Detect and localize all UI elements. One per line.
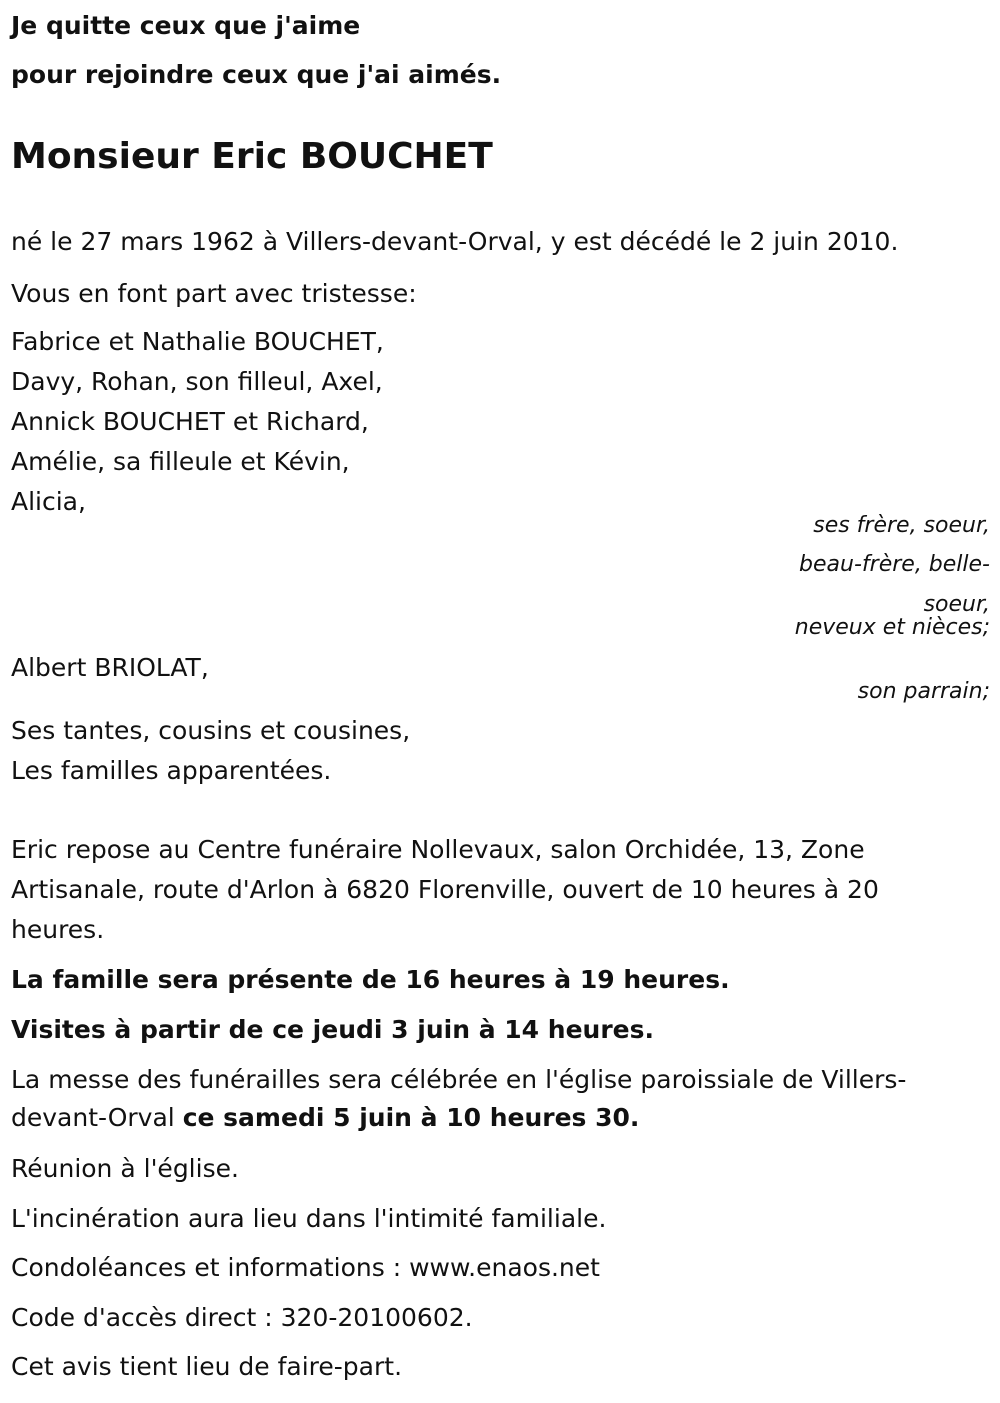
cremation-info: L'incinération aura lieu dans l'intimité familiale. [11,1204,607,1233]
condolences-info: Condoléances et informations : www.enaos.net [11,1253,600,1282]
repose-details: Artisanale, route d'Arlon à 6820 Florenville, ouvert de 10 heures à 20 [11,875,879,904]
mass-date: ce samedi 5 juin à 10 heures 30. [182,1103,640,1132]
family-member: Amélie, sa filleule et Kévin, [11,447,350,476]
family-relation: ses frère, soeur, [813,513,990,538]
repose-details: heures. [11,915,105,944]
family-relation: soeur, [923,592,990,617]
visits-info: Visites à partir de ce jeudi 3 juin à 14 heures. [11,1015,654,1044]
godfather-relation: son parrain; [857,679,990,704]
family-member: Fabrice et Nathalie BOUCHET, [11,327,384,356]
other-relatives: Les familles apparentées. [11,756,332,785]
epigraph-line-1: Je quitte ceux que j'aime [11,11,361,40]
announcement-intro: Vous en font part avec tristesse: [11,279,417,308]
family-relation: neveux et nièces; [794,615,990,640]
reunion-info: Réunion à l'église. [11,1154,239,1183]
family-presence: La famille sera présente de 16 heures à 19 heures. [11,965,730,994]
family-member: Annick BOUCHET et Richard, [11,407,369,436]
deceased-name: Monsieur Eric BOUCHET [11,136,493,177]
other-relatives: Ses tantes, cousins et cousines, [11,716,411,745]
epigraph-line-2: pour rejoindre ceux que j'ai aimés. [11,60,502,89]
mass-info-line-1: La messe des funérailles sera célébrée en l'église paroissiale de Villers- [11,1065,907,1094]
family-member: Davy, Rohan, son filleul, Axel, [11,367,383,396]
godfather-name: Albert BRIOLAT, [11,653,209,682]
notice-footer: Cet avis tient lieu de faire-part. [11,1352,403,1381]
mass-place: devant-Orval [11,1103,183,1132]
family-member: Alicia, [11,487,86,516]
repose-details: Eric repose au Centre funéraire Nollevaux, salon Orchidée, 13, Zone [11,835,865,864]
access-code: Code d'accès direct : 320-20100602. [11,1303,473,1332]
mass-info-line-2 [11,1098,639,1138]
family-relation: beau-frère, belle- [799,552,990,577]
birth-death-line: né le 27 mars 1962 à Villers-devant-Orval, y est décédé le 2 juin 2010. [11,227,899,256]
